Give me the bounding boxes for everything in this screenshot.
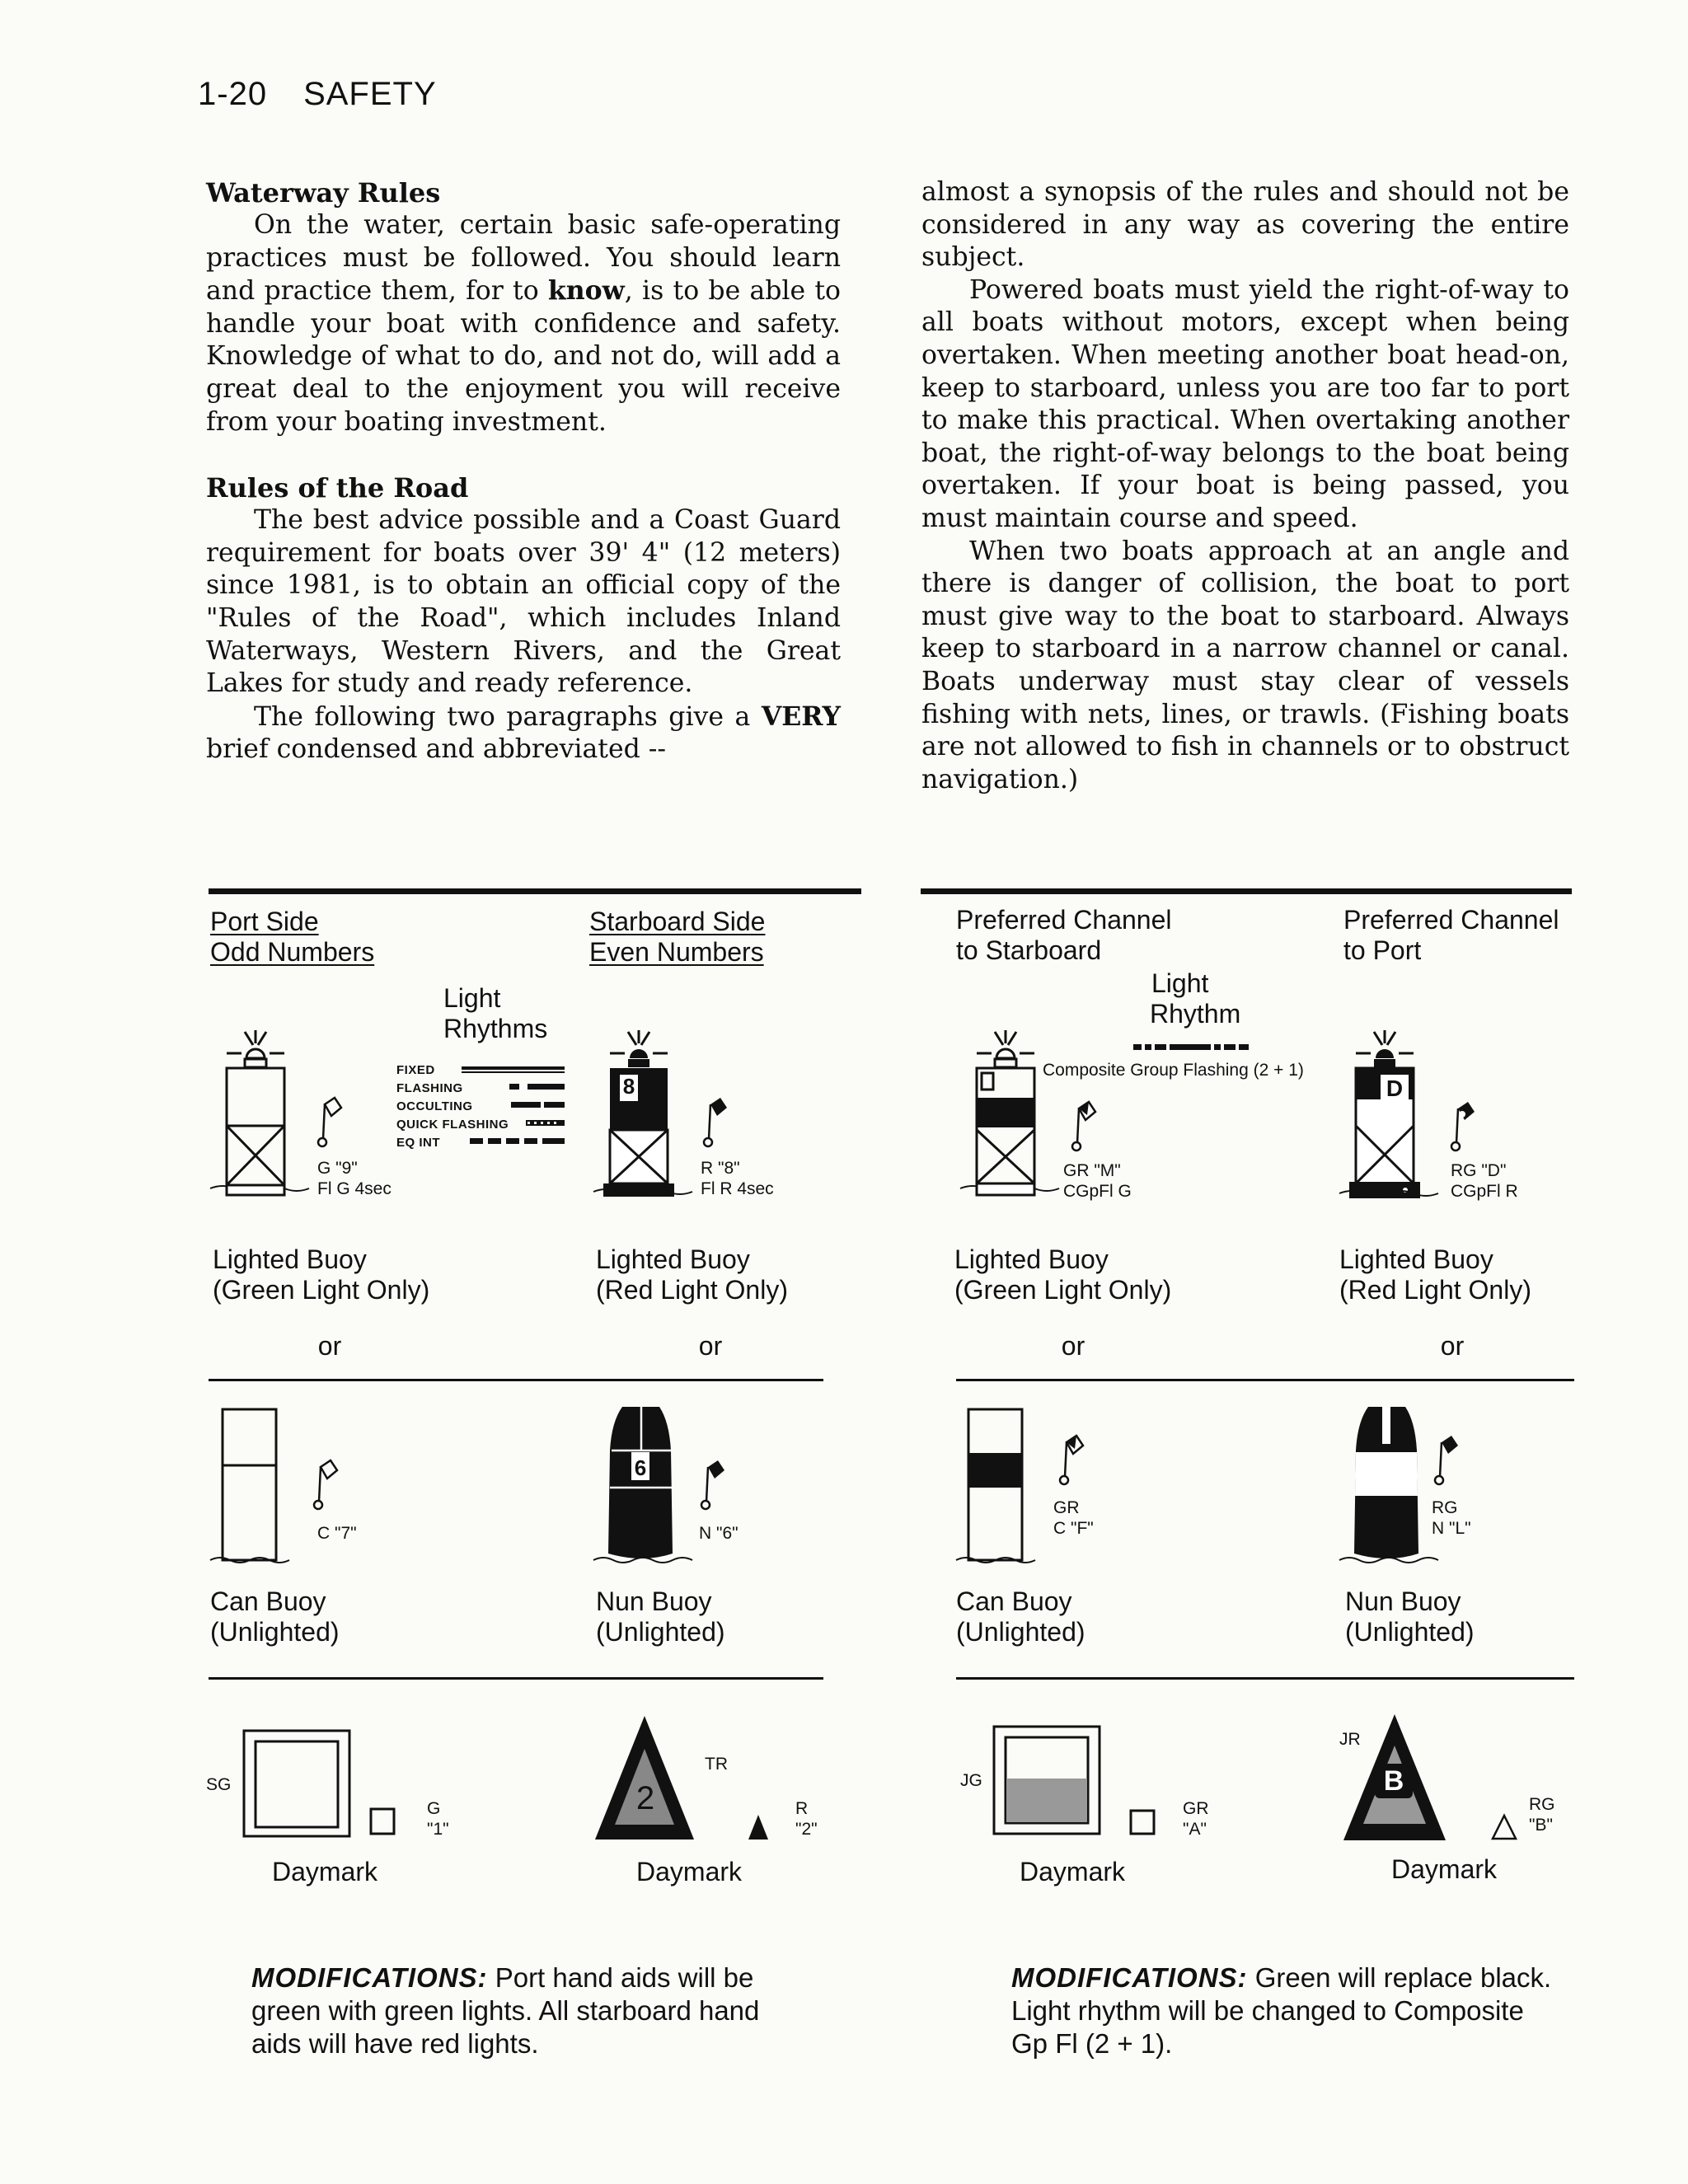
- port-side-label: [210, 907, 374, 968]
- r-daymark-caption: [795, 1798, 818, 1840]
- jg-label: JG: [960, 1771, 982, 1790]
- lighted-buoy-red-label: [1339, 1244, 1531, 1305]
- preferred-channel-text: Preferred Channel: [956, 905, 1172, 935]
- nun-buoy-number: 6: [634, 1455, 647, 1480]
- preferred-starboard-label: [956, 905, 1171, 966]
- rhythm-legend-bars: [462, 1062, 569, 1156]
- r-number: "2": [795, 1820, 818, 1839]
- to-port-text: to Port: [1343, 935, 1422, 965]
- lighted-buoy-text: Lighted Buoy: [954, 1244, 1109, 1274]
- modifications-text: Green will replace black. Light rhythm will be changed to Composite Gp Fl (2 + 1).: [1011, 1962, 1552, 2059]
- red-buoy-light: Fl R 4sec: [701, 1179, 774, 1198]
- modifications-left: [251, 1961, 795, 2060]
- composite-group-flashing-label: Composite Group Flashing (2 + 1): [1043, 1061, 1304, 1080]
- daymark-label: Daymark: [272, 1857, 378, 1886]
- gr-m-code: GR "M": [1063, 1161, 1121, 1180]
- unlighted-text: (Unlighted): [956, 1617, 1085, 1647]
- daymark-label: Daymark: [1020, 1857, 1126, 1886]
- red-only-text: (Red Light Only): [1339, 1275, 1531, 1305]
- green-buoy-code: G "9": [317, 1159, 358, 1178]
- n-l-code: N "L": [1432, 1519, 1471, 1538]
- modifications-right: [1011, 1961, 1555, 2060]
- bold-very: VERY: [761, 701, 841, 732]
- nun-buoy-flag-icon: [696, 1459, 738, 1516]
- panel-divider: [956, 1677, 1574, 1680]
- c-f-code: C "F": [1053, 1519, 1094, 1538]
- red-buoy-caption: [701, 1158, 774, 1199]
- green-preferred-caption: [1063, 1160, 1132, 1202]
- bold-know: know: [547, 275, 625, 307]
- gr-letters: GR: [1183, 1799, 1209, 1818]
- gr-a-caption: [1183, 1798, 1209, 1840]
- preferred-nun-caption: [1432, 1497, 1471, 1539]
- bar-occulting: [511, 1102, 565, 1108]
- green-only-text: (Green Light Only): [954, 1275, 1172, 1305]
- panel-top-rule: [209, 888, 861, 894]
- paragraph-synopsis: almost a synopsis of the rules and should not be considered in any way as covering the entire subject.: [921, 177, 1569, 273]
- rg-letters: RG: [1529, 1795, 1555, 1814]
- text-run: On the water, certain basic safe-operating practices must be followed. You should learn and practice them, for to: [206, 210, 841, 307]
- r-letter: R: [795, 1799, 809, 1818]
- rg-letters: RG: [1432, 1498, 1458, 1517]
- unlighted-text: (Unlighted): [210, 1617, 340, 1647]
- g-daymark-caption: [427, 1798, 449, 1840]
- rhythm-eq-int: EQ INT: [396, 1136, 441, 1150]
- modifications-title: MODIFICATIONS:: [251, 1962, 488, 1993]
- red-buoy-number: 8: [622, 1074, 635, 1099]
- green-buoy-light: Fl G 4sec: [317, 1179, 392, 1198]
- can-buoy-text: Can Buoy: [210, 1586, 326, 1616]
- unlighted-text: (Unlighted): [1345, 1617, 1475, 1647]
- port-side: Port Side: [210, 907, 319, 936]
- rhythm-occulting: OCCULTING: [396, 1099, 473, 1113]
- b-quote: "B": [1529, 1816, 1553, 1835]
- daymark-label: Daymark: [1391, 1854, 1498, 1884]
- rhythm-quick-flashing: QUICK FLASHING: [396, 1118, 509, 1132]
- or-label: or: [1440, 1331, 1465, 1361]
- bar-quick: [526, 1120, 565, 1126]
- right-text-column: [921, 176, 1569, 796]
- bar-eq-int: [470, 1138, 565, 1144]
- panel-divider: [956, 1379, 1574, 1381]
- preferred-can-caption: [1053, 1497, 1094, 1539]
- nun-buoy-text: Nun Buoy: [596, 1586, 712, 1616]
- panel-divider: [209, 1379, 823, 1381]
- lighted-buoy-text: Lighted Buoy: [213, 1244, 367, 1274]
- red-only-text: (Red Light Only): [596, 1275, 788, 1305]
- modifications-text: Port hand aids will be green with green lights. All starboard hand aids will have red lights.: [251, 1962, 760, 2059]
- tr-label: TR: [705, 1755, 728, 1774]
- square-daymark-figure: [239, 1727, 404, 1846]
- nun-buoy-figure: [593, 1405, 692, 1574]
- bar-fixed: [462, 1068, 565, 1072]
- text-run: , is to be able to handle your boat with confidence and safety. Knowledge of what to do, and not do, will add a great deal to the enjoyment you will receive from your boating investment.: [206, 276, 841, 437]
- modifications-title: MODIFICATIONS:: [1011, 1962, 1248, 1993]
- preferred-square-daymark-figure: [989, 1722, 1154, 1842]
- starboard-side: Starboard Side: [589, 907, 766, 936]
- bar-flashing: [509, 1084, 565, 1090]
- preferred-port-label: [1343, 905, 1559, 966]
- jr-label: JR: [1339, 1730, 1361, 1749]
- red-preferred-flag-icon: [1447, 1100, 1488, 1158]
- paragraph-waterway: [206, 209, 841, 438]
- lighted-buoy-text: Lighted Buoy: [1339, 1244, 1493, 1274]
- triangle-daymark-figure: [593, 1714, 808, 1846]
- to-starboard-text: to Starboard: [956, 935, 1102, 965]
- nun-buoy-text: Nun Buoy: [1345, 1586, 1461, 1616]
- red-preferred-caption: [1451, 1160, 1518, 1202]
- red-buoy-code: R "8": [701, 1159, 740, 1178]
- g-number: "1": [427, 1820, 449, 1839]
- gr-letters: GR: [1053, 1498, 1080, 1517]
- panel-divider: [209, 1677, 823, 1680]
- text-run: brief condensed and abbreviated --: [206, 734, 667, 765]
- starboard-side-label: [589, 907, 765, 968]
- triangle-number: 2: [635, 1780, 655, 1816]
- light-rhythm-label: [1150, 968, 1240, 1029]
- light-word: Light: [443, 983, 501, 1013]
- green-buoy-caption: [317, 1158, 392, 1199]
- paragraph-advice: The best advice possible and a Coast Guard requirement for boats over 39' 4" (12 meters) since 1981, is to obtain an official copy of the "Rules of the Road", which includes Inland Waterways, Western Rivers, and the Great Lakes for study and ready reference.: [206, 505, 841, 699]
- preferred-can-flag-icon: [1055, 1434, 1096, 1492]
- lighted-buoy-red-label: [596, 1244, 788, 1305]
- page-number: 1-20: [198, 76, 268, 112]
- rg-d-code: RG "D": [1451, 1161, 1507, 1180]
- section-title: SAFETY: [303, 76, 437, 112]
- triangle-letter-b: B: [1375, 1764, 1413, 1798]
- even-numbers: Even Numbers: [589, 937, 764, 967]
- preferred-can-buoy-figure: [956, 1405, 1055, 1574]
- lighted-buoy-text: Lighted Buoy: [596, 1244, 750, 1274]
- preferred-channel-text: Preferred Channel: [1343, 905, 1559, 935]
- can-buoy-label: [956, 1586, 1085, 1647]
- left-text-column: [206, 176, 841, 766]
- daymark-label: Daymark: [636, 1857, 743, 1886]
- rhythm-flashing: FLASHING: [396, 1081, 463, 1095]
- can-buoy-code: C "7": [317, 1524, 357, 1543]
- paragraph-angle: When two boats approach at an angle and there is danger of collision, the boat to port must give way to the boat to starboard. Always keep to starboard in a narrow channel or canal. Boats underway must stay clear of vessels fishing with nets, lines, or trawls. (Fishing boats are not allowed to fish in channels or to obstruct navigation.): [921, 536, 1569, 794]
- green-only-text: (Green Light Only): [213, 1275, 430, 1305]
- page-header: [198, 76, 437, 113]
- nun-buoy-label: [596, 1586, 725, 1647]
- or-label: or: [698, 1331, 723, 1361]
- red-preferred-letter: D: [1386, 1076, 1404, 1101]
- cgpfl-g-light: CGpFl G: [1063, 1182, 1132, 1201]
- red-buoy-flag-icon: [699, 1096, 740, 1154]
- rhythms-word: Rhythms: [443, 1014, 548, 1043]
- odd-numbers: Odd Numbers: [210, 937, 375, 967]
- can-buoy-flag-icon: [309, 1459, 350, 1516]
- nun-buoy-code: N "6": [699, 1524, 738, 1543]
- or-label: or: [1061, 1331, 1085, 1361]
- preferred-nun-flag-icon: [1430, 1434, 1471, 1492]
- can-buoy-label: [210, 1586, 340, 1647]
- rhythm-word: Rhythm: [1150, 999, 1241, 1029]
- a-quote: "A": [1183, 1820, 1207, 1839]
- preferred-nun-buoy-figure: [1339, 1405, 1438, 1574]
- nun-buoy-label: [1345, 1586, 1475, 1647]
- panel-top-rule: [921, 888, 1572, 894]
- or-label: or: [317, 1331, 342, 1361]
- composite-rhythm-bar: [1133, 1043, 1282, 1052]
- sg-label: SG: [206, 1775, 232, 1794]
- rhythm-fixed: FIXED: [396, 1063, 435, 1077]
- heading-rules-of-road: Rules of the Road: [206, 472, 469, 504]
- cgpfl-r-light: CGpFl R: [1451, 1182, 1518, 1201]
- paragraph-following: [206, 701, 841, 766]
- g-letter: G: [427, 1799, 441, 1818]
- green-preferred-flag-icon: [1067, 1100, 1109, 1158]
- unlighted-text: (Unlighted): [596, 1617, 725, 1647]
- light-rhythms-label: [443, 983, 547, 1044]
- lighted-buoy-green-label: [954, 1244, 1171, 1305]
- green-buoy-flag-icon: [313, 1096, 354, 1154]
- can-buoy-text: Can Buoy: [956, 1586, 1072, 1616]
- light-word: Light: [1151, 968, 1209, 998]
- rg-b-caption: [1529, 1794, 1555, 1835]
- paragraph-powered-boats: Powered boats must yield the right-of-way to all boats without motors, except when being overtaken. When meeting another boat head-on, keep to starboard, unless you are too far to port to make this practical. When overtaking another boat, the right-of-way belongs to the boat being overtaken. If your boat is being passed, you must maintain course and speed.: [921, 274, 1569, 533]
- can-buoy-figure: [210, 1405, 309, 1574]
- text-run: The following two paragraphs give a: [254, 701, 762, 732]
- lighted-buoy-green-label: [213, 1244, 429, 1305]
- heading-waterway-rules: Waterway Rules: [206, 177, 441, 209]
